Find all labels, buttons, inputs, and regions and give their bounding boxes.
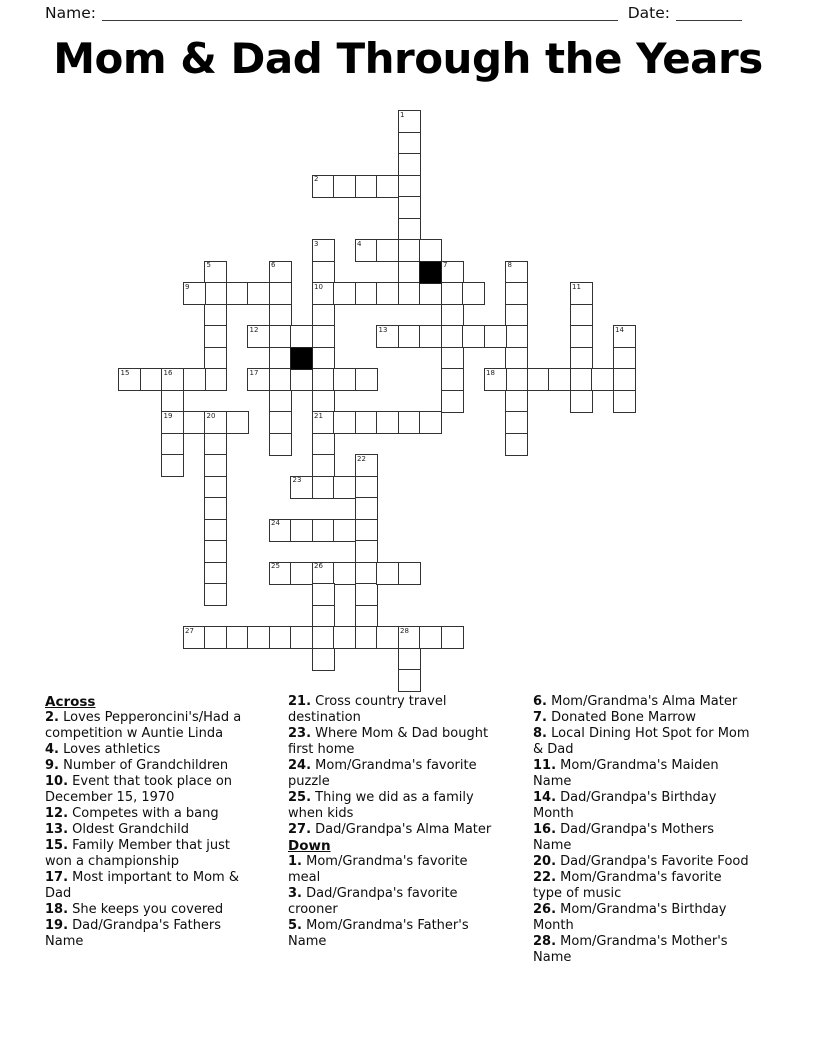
grid-cell-number: 6: [271, 261, 276, 269]
grid-cell[interactable]: [570, 368, 593, 391]
clue-number: 13.: [45, 822, 69, 837]
grid-cell[interactable]: [269, 347, 292, 370]
grid-cell[interactable]: [204, 411, 227, 434]
grid-cell[interactable]: [398, 669, 421, 692]
grid-cell[interactable]: [441, 304, 464, 327]
grid-cell[interactable]: [269, 325, 292, 348]
date-label: Date:: [627, 4, 670, 22]
grid-cell[interactable]: [398, 282, 421, 305]
grid-cell[interactable]: [441, 347, 464, 370]
grid-cell[interactable]: [505, 304, 528, 327]
grid-cell[interactable]: [333, 476, 356, 499]
grid-cell[interactable]: [312, 261, 335, 284]
grid-cell[interactable]: [290, 368, 313, 391]
clue-item: 2. Loves Pepperoncini's/Had a competition w Auntie Linda: [45, 710, 242, 741]
clue-number: 2.: [45, 710, 59, 725]
grid-cell-number: 17: [249, 368, 259, 377]
grid-cell-number: 13: [378, 325, 388, 334]
grid-cell[interactable]: [484, 325, 507, 348]
grid-cell[interactable]: [312, 454, 335, 477]
clue-number: 11.: [533, 758, 557, 773]
grid-cell[interactable]: [269, 390, 292, 413]
clue-number: 23.: [288, 726, 312, 741]
clue-item: 27. Dad/Grandpa's Alma Mater: [288, 822, 492, 837]
grid-cell[interactable]: [269, 562, 292, 585]
clue-item: 16. Dad/Grandpa's Mothers Name: [533, 822, 714, 853]
grid-cell[interactable]: [204, 476, 227, 499]
clue-number: 16.: [533, 822, 557, 837]
grid-cell-number: 12: [249, 325, 259, 334]
grid-cell-number: 19: [163, 411, 173, 420]
grid-cell[interactable]: [355, 519, 378, 542]
grid-cell[interactable]: [312, 411, 335, 434]
grid-cell[interactable]: [398, 196, 421, 219]
clue-item: 25. Thing we did as a family when kids: [288, 790, 474, 821]
grid-cell[interactable]: [269, 433, 292, 456]
grid-cell[interactable]: [398, 261, 421, 284]
clue-number: 4.: [45, 742, 59, 757]
clue-number: 19.: [45, 918, 69, 933]
grid-cell[interactable]: [333, 411, 356, 434]
grid-cell[interactable]: [355, 605, 378, 628]
clue-number: 10.: [45, 774, 69, 789]
grid-cell[interactable]: [441, 261, 464, 284]
grid-cell[interactable]: [312, 239, 335, 262]
grid-cell[interactable]: [376, 411, 399, 434]
grid-cell[interactable]: [419, 239, 442, 262]
clue-item: 23. Where Mom & Dad bought first home: [288, 726, 489, 757]
grid-cell[interactable]: [161, 454, 184, 477]
clue-number: 8.: [533, 726, 547, 741]
grid-cell[interactable]: [247, 325, 270, 348]
grid-cell[interactable]: [419, 626, 442, 649]
grid-cell[interactable]: [441, 368, 464, 391]
grid-cell[interactable]: [398, 648, 421, 671]
grid-cell[interactable]: [204, 583, 227, 606]
grid-cell[interactable]: [548, 368, 571, 391]
grid-cell-number: 26: [314, 562, 323, 570]
grid-cell[interactable]: [355, 239, 378, 262]
grid-cell[interactable]: [312, 583, 335, 606]
grid-cell-number: 10: [314, 282, 323, 291]
grid-cell[interactable]: [204, 282, 227, 305]
grid-cell-number: 5: [206, 261, 211, 269]
grid-cell[interactable]: [398, 218, 421, 241]
grid-cell[interactable]: [269, 519, 292, 542]
grid-cell-number: 15: [120, 368, 130, 377]
grid-cell[interactable]: [269, 304, 292, 327]
date-input-line[interactable]: [676, 5, 742, 21]
grid-cell[interactable]: [333, 368, 356, 391]
grid-cell[interactable]: [161, 411, 184, 434]
clue-number: 26.: [533, 902, 557, 917]
grid-cell[interactable]: [333, 626, 356, 649]
grid-cell[interactable]: [183, 411, 206, 434]
grid-cell[interactable]: [204, 497, 227, 520]
grid-cell[interactable]: [398, 325, 421, 348]
clue-item: 21. Cross country travel destination: [288, 694, 447, 725]
grid-cell[interactable]: [204, 433, 227, 456]
grid-cell[interactable]: [312, 476, 335, 499]
grid-cell[interactable]: [398, 626, 421, 649]
name-date-row: [45, 4, 742, 22]
grid-cell[interactable]: [527, 368, 550, 391]
grid-cell[interactable]: [312, 368, 335, 391]
grid-cell-number: 20: [206, 411, 216, 420]
grid-cell[interactable]: [247, 282, 270, 305]
grid-cell[interactable]: [613, 325, 636, 348]
grid-cell[interactable]: [505, 390, 528, 413]
clue-number: 3.: [288, 886, 302, 901]
grid-cell[interactable]: [505, 347, 528, 370]
grid-cell[interactable]: [247, 368, 270, 391]
grid-cell[interactable]: [398, 132, 421, 155]
grid-cell[interactable]: [613, 368, 636, 391]
clue-column-middle: [288, 694, 494, 950]
clue-item: 14. Dad/Grandpa's Birthday Month: [533, 790, 717, 821]
grid-cell[interactable]: [204, 347, 227, 370]
name-label: Name:: [45, 4, 96, 22]
grid-cell[interactable]: [118, 368, 141, 391]
grid-cell[interactable]: [591, 368, 614, 391]
grid-cell[interactable]: [376, 562, 399, 585]
grid-cell[interactable]: [355, 476, 378, 499]
grid-cell[interactable]: [312, 325, 335, 348]
grid-cell[interactable]: [376, 175, 399, 198]
clue-number: 14.: [533, 790, 557, 805]
grid-cell-number: 8: [507, 261, 512, 269]
clue-column-right: [533, 694, 753, 966]
grid-cell[interactable]: [355, 626, 378, 649]
grid-cell[interactable]: [312, 282, 335, 305]
grid-cell[interactable]: [204, 304, 227, 327]
clue-number: 28.: [533, 934, 557, 949]
grid-cell[interactable]: [398, 110, 421, 133]
grid-cell[interactable]: [183, 626, 206, 649]
grid-cell[interactable]: [398, 411, 421, 434]
grid-cell[interactable]: [398, 175, 421, 198]
clue-number: 25.: [288, 790, 312, 805]
clue-number: 21.: [288, 694, 312, 709]
clue-item: 15. Family Member that just won a championship: [45, 838, 230, 869]
crossword-grid: [118, 110, 635, 692]
clue-item: 24. Mom/Grandma's favorite puzzle: [288, 758, 477, 789]
grid-cell[interactable]: [570, 325, 593, 348]
grid-cell[interactable]: [312, 433, 335, 456]
grid-cell-number: 16: [163, 368, 173, 377]
clue-item: 26. Mom/Grandma's Birthday Month: [533, 902, 727, 933]
grid-cell[interactable]: [183, 282, 206, 305]
clue-number: 20.: [533, 854, 557, 869]
grid-cell[interactable]: [570, 304, 593, 327]
grid-cell[interactable]: [441, 390, 464, 413]
clue-item: 19. Dad/Grandpa's Fathers Name: [45, 918, 222, 949]
grid-cell[interactable]: [376, 626, 399, 649]
grid-cell[interactable]: [355, 497, 378, 520]
grid-cell[interactable]: [505, 411, 528, 434]
clue-item: 7. Donated Bone Marrow: [533, 710, 696, 725]
grid-cell[interactable]: [355, 282, 378, 305]
grid-cell[interactable]: [204, 261, 227, 284]
grid-cell[interactable]: [398, 153, 421, 176]
clue-number: 15.: [45, 838, 69, 853]
grid-cell-number: 11: [572, 282, 581, 291]
grid-cell[interactable]: [161, 368, 184, 391]
clue-item: 22. Mom/Grandma's favorite type of music: [533, 870, 722, 901]
grid-cell[interactable]: [462, 325, 485, 348]
name-input-line[interactable]: [102, 5, 618, 21]
clue-number: 6.: [533, 694, 547, 709]
grid-cell[interactable]: [355, 175, 378, 198]
clue-item: 18. She keeps you covered: [45, 902, 224, 917]
grid-cell[interactable]: [505, 325, 528, 348]
grid-cell[interactable]: [355, 411, 378, 434]
grid-cell[interactable]: [312, 648, 335, 671]
grid-cell-number: 21: [314, 411, 323, 420]
clue-number: 12.: [45, 806, 69, 821]
grid-cell[interactable]: [269, 626, 292, 649]
grid-cell[interactable]: [290, 519, 313, 542]
clue-item: 1. Mom/Grandma's favorite meal: [288, 854, 468, 885]
clue-item: 8. Local Dining Hot Spot for Mom & Dad: [533, 726, 750, 757]
clue-header-across: Across: [45, 694, 96, 710]
grid-cell[interactable]: [398, 562, 421, 585]
grid-cell[interactable]: [355, 368, 378, 391]
clue-number: 7.: [533, 710, 547, 725]
grid-cell[interactable]: [570, 282, 593, 305]
grid-cell[interactable]: [204, 626, 227, 649]
clue-number: 22.: [533, 870, 557, 885]
grid-cell[interactable]: [355, 540, 378, 563]
clue-number: 5.: [288, 918, 302, 933]
grid-cell-number: 27: [185, 626, 194, 635]
grid-cell-number: 14: [615, 325, 624, 334]
clue-number: 18.: [45, 902, 69, 917]
grid-cell[interactable]: [312, 562, 335, 585]
page-title: Mom & Dad Through the Years: [53, 34, 763, 83]
grid-cell-number: 23: [292, 476, 302, 484]
grid-cell[interactable]: [441, 282, 464, 305]
grid-cell[interactable]: [398, 239, 421, 262]
black-cell: [290, 347, 313, 370]
clue-item: 11. Mom/Grandma's Maiden Name: [533, 758, 719, 789]
grid-cell[interactable]: [333, 519, 356, 542]
grid-cell[interactable]: [355, 454, 378, 477]
clue-item: 13. Oldest Grandchild: [45, 822, 189, 837]
grid-cell[interactable]: [290, 562, 313, 585]
grid-cell-number: 2: [314, 175, 319, 183]
grid-cell-number: 18: [486, 368, 495, 377]
grid-cell[interactable]: [333, 282, 356, 305]
grid-cell[interactable]: [505, 261, 528, 284]
grid-cell[interactable]: [570, 347, 593, 370]
grid-cell-number: 4: [357, 239, 362, 248]
grid-cell-number: 25: [271, 562, 280, 570]
grid-cell[interactable]: [355, 583, 378, 606]
grid-cell[interactable]: [484, 368, 507, 391]
grid-cell[interactable]: [505, 368, 528, 391]
grid-cell-number: 24: [271, 519, 280, 527]
grid-cell-number: 7: [443, 261, 448, 269]
grid-cell[interactable]: [140, 368, 163, 391]
clue-number: 27.: [288, 822, 312, 837]
clue-item: 3. Dad/Grandpa's favorite crooner: [288, 886, 458, 917]
clue-number: 1.: [288, 854, 302, 869]
clue-item: 6. Mom/Grandma's Alma Mater: [533, 694, 738, 709]
grid-cell[interactable]: [613, 347, 636, 370]
grid-cell[interactable]: [290, 325, 313, 348]
grid-cell-number: 3: [314, 239, 319, 248]
grid-cell[interactable]: [505, 282, 528, 305]
grid-cell[interactable]: [204, 368, 227, 391]
grid-cell[interactable]: [419, 325, 442, 348]
clue-item: 20. Dad/Grandpa's Favorite Food: [533, 854, 749, 869]
grid-cell[interactable]: [441, 325, 464, 348]
grid-cell[interactable]: [204, 454, 227, 477]
grid-cell[interactable]: [183, 368, 206, 391]
grid-cell[interactable]: [505, 433, 528, 456]
grid-cell[interactable]: [204, 540, 227, 563]
grid-cell[interactable]: [376, 325, 399, 348]
clue-item: 10. Event that took place on December 15, 1970: [45, 774, 233, 805]
grid-cell[interactable]: [312, 519, 335, 542]
grid-cell[interactable]: [226, 282, 249, 305]
clue-number: 9.: [45, 758, 59, 773]
clue-column-left: [45, 694, 259, 950]
grid-cell[interactable]: [441, 626, 464, 649]
grid-cell[interactable]: [204, 519, 227, 542]
grid-cell[interactable]: [419, 282, 442, 305]
clue-number: 17.: [45, 870, 69, 885]
grid-cell-number: 1: [400, 110, 405, 119]
grid-cell[interactable]: [269, 282, 292, 305]
clue-item: 12. Competes with a bang: [45, 806, 219, 821]
clue-number: 24.: [288, 758, 312, 773]
grid-cell[interactable]: [333, 562, 356, 585]
grid-cell[interactable]: [269, 411, 292, 434]
clue-item: 4. Loves athletics: [45, 742, 161, 757]
grid-cell[interactable]: [247, 626, 270, 649]
grid-cell[interactable]: [226, 411, 249, 434]
grid-cell[interactable]: [419, 411, 442, 434]
grid-cell[interactable]: [312, 304, 335, 327]
clue-item: 5. Mom/Grandma's Father's Name: [288, 918, 469, 949]
grid-cell[interactable]: [312, 605, 335, 628]
clue-header-down: Down: [288, 838, 331, 854]
grid-cell[interactable]: [462, 282, 485, 305]
grid-cell-number: 28: [400, 626, 409, 635]
grid-cell-number: 22: [357, 454, 366, 463]
grid-cell[interactable]: [376, 239, 399, 262]
grid-cell[interactable]: [290, 476, 313, 499]
grid-cell[interactable]: [376, 282, 399, 305]
grid-cell[interactable]: [312, 390, 335, 413]
black-cell: [419, 261, 442, 284]
grid-cell[interactable]: [355, 562, 378, 585]
grid-cell[interactable]: [570, 390, 593, 413]
grid-cell[interactable]: [269, 261, 292, 284]
grid-cell[interactable]: [613, 390, 636, 413]
grid-cell[interactable]: [226, 626, 249, 649]
grid-cell[interactable]: [161, 390, 184, 413]
clue-item: 28. Mom/Grandma's Mother's Name: [533, 934, 728, 965]
grid-cell[interactable]: [204, 325, 227, 348]
grid-cell[interactable]: [269, 368, 292, 391]
grid-cell[interactable]: [290, 626, 313, 649]
grid-cell[interactable]: [204, 562, 227, 585]
grid-cell[interactable]: [333, 175, 356, 198]
grid-cell-number: 9: [185, 282, 190, 291]
grid-cell[interactable]: [312, 626, 335, 649]
clue-item: 9. Number of Grandchildren: [45, 758, 229, 773]
grid-cell[interactable]: [161, 433, 184, 456]
clue-item: 17. Most important to Mom & Dad: [45, 870, 239, 901]
grid-cell[interactable]: [312, 347, 335, 370]
grid-cell[interactable]: [312, 175, 335, 198]
